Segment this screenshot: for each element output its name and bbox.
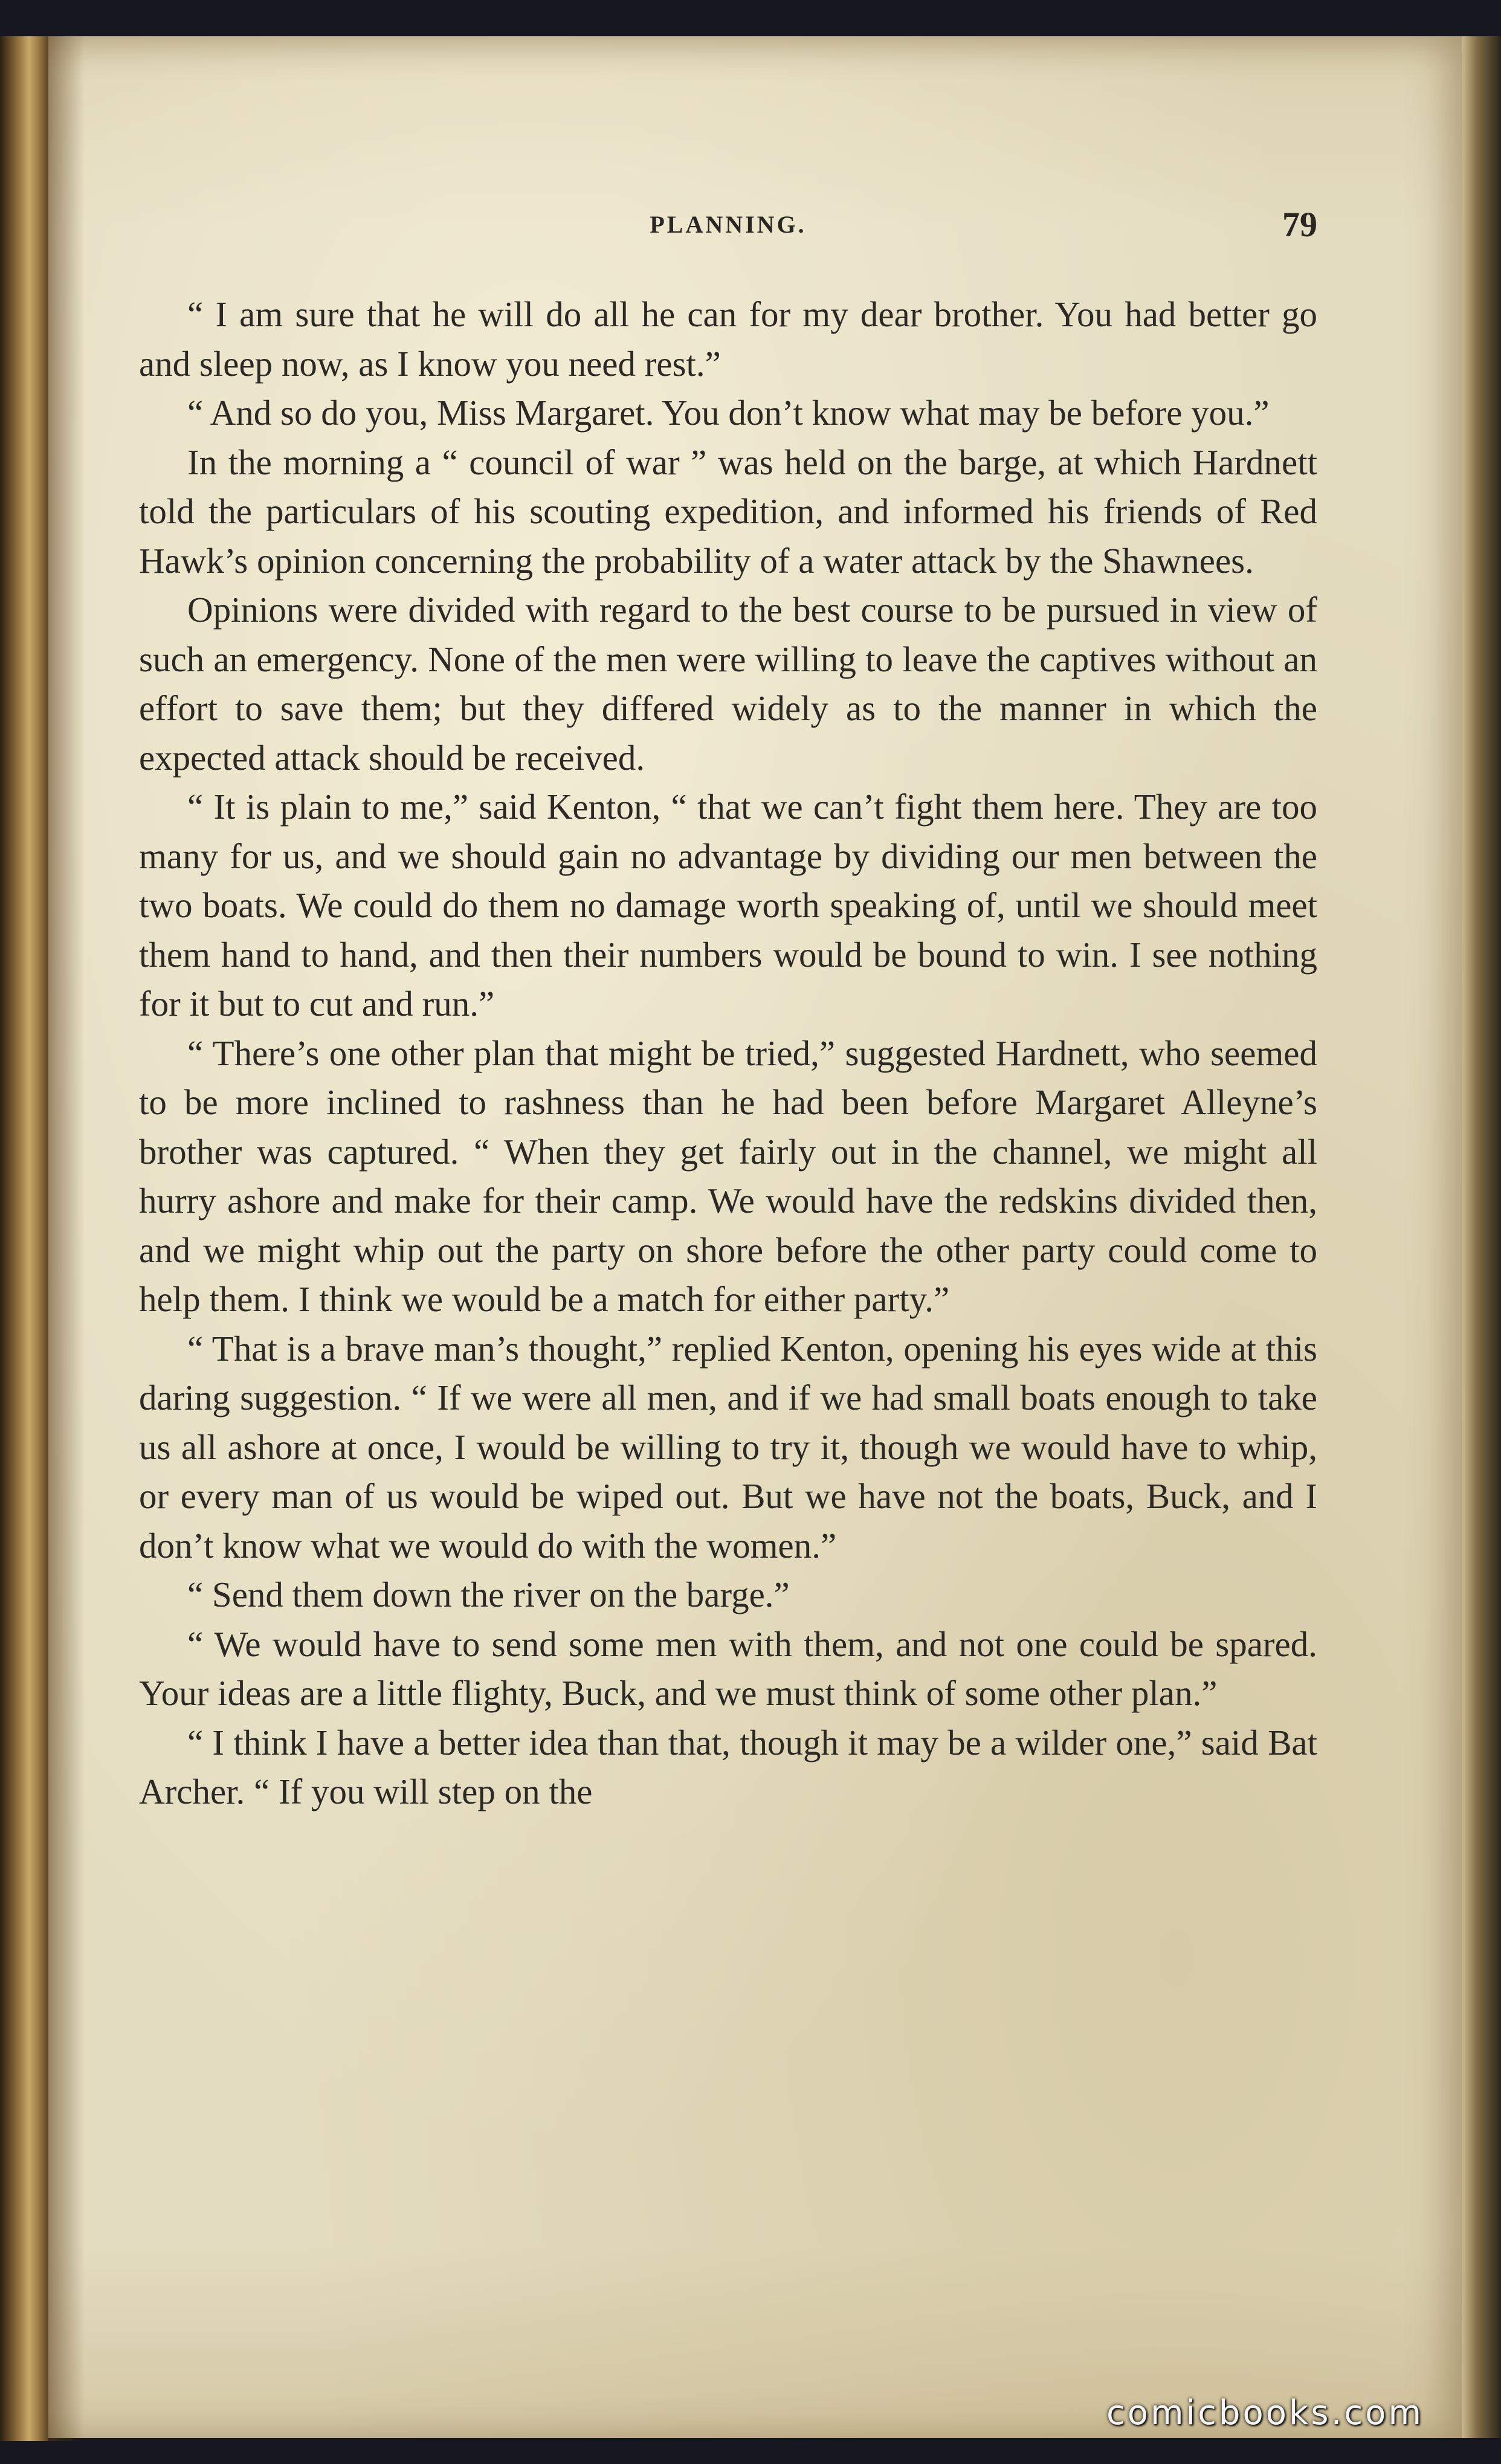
watermark: comicbooks.com [1106,2393,1424,2433]
paragraph-10: “ I think I have a better idea than that, though it may be a wilder one,” said Bat Archer. “ If you will step on the [139,1722,1317,1811]
gutter-shadow [48,36,85,2441]
body-text [139,290,1317,1817]
paragraph-3: In the morning a “ council of war ” was held on the barge, at which Hardnett told the particulars of his scouting expedition, and informed his friends of Red Hawk’s opinion concerning the probability of a water attack by the Shawnees. [139,442,1317,581]
page-edge [1462,36,1501,2438]
paragraph-7: “ That is a brave man’s thought,” replied Kenton, opening his eyes wide at this daring suggestion. “ If we were all men, and if we had small boats enough to take us all ashore at once, I would be willing to try it, though we would have to whip, or every man of us would be wiped out. But we have not the boats, Buck, and I don’t know what we would do with the women.” [139,1328,1317,1566]
paragraph-2: “ And so do you, Miss Margaret. You don’t know what may be before you.” [187,393,1270,433]
paragraph-8: “ Send them down the river on the barge.” [187,1575,790,1614]
running-head: PLANNING. [650,211,807,238]
paragraph-4: Opinions were divided with regard to the best course to be pursued in view of such an emergency. None of the men were willing to leave the captives without an effort to save them; but they differed widely as to the manner in which the expected attack should be received. [139,590,1317,778]
page-number: 79 [1282,205,1317,244]
paragraph-6: “ There’s one other plan that might be tried,” suggested Hardnett, who seemed to be more inclined to rashness than he had been before Margaret Alleyne’s brother was captured. “ When they get fairly out in the channel, we might all hurry ashore and make for their camp. We would have the redskins divided then, and we might whip out the party on shore before the other party could come to help them. I think we would be a match for either party.” [139,1033,1317,1319]
book-spine [0,36,48,2441]
paragraph-1: “ I am sure that he will do all he can for my dear brother. You had better go and sleep now, as I know you need rest.” [139,294,1317,384]
page-header [139,204,1317,253]
paragraph-5: “ It is plain to me,” said Kenton, “ that we can’t fight them here. They are too many for us, and we should gain no advantage by dividing our men between the two boats. We could do them no damage worth speaking of, until we should meet them hand to hand, and then their numbers would be bound to win. I see nothing for it but to cut and run.” [139,787,1317,1024]
paragraph-9: “ We would have to send some men with them, and not one could be spared. Your ideas are a little flighty, Buck, and we must think of some other plan.” [139,1624,1317,1713]
